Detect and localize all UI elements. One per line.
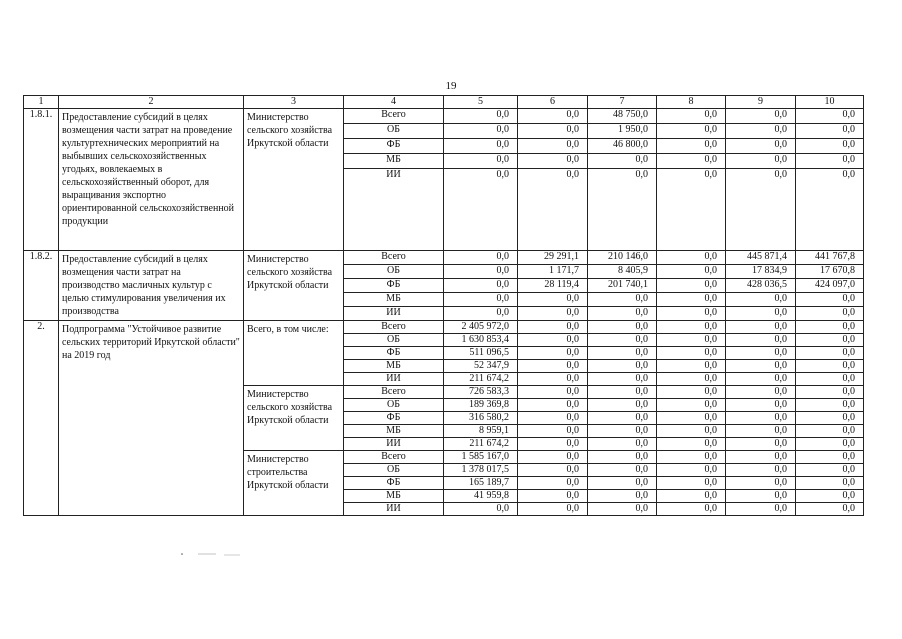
value-cell: 0,0 — [726, 293, 796, 307]
value-cell: 0,0 — [518, 154, 588, 169]
value-cell: 0,0 — [726, 360, 796, 373]
value-cell: 0,0 — [657, 360, 726, 373]
value-cell: 0,0 — [796, 321, 864, 334]
value-cell: 0,0 — [796, 503, 864, 516]
executor-name: Министерство сельского хозяйства Иркутской области — [244, 109, 344, 251]
value-cell: 41 959,8 — [444, 490, 518, 503]
value-cell: 0,0 — [657, 265, 726, 279]
value-cell: 0,0 — [518, 139, 588, 154]
value-cell: 0,0 — [444, 265, 518, 279]
value-cell: 29 291,1 — [518, 251, 588, 265]
value-cell: 0,0 — [796, 451, 864, 464]
value-cell: 0,0 — [518, 347, 588, 360]
column-header: 1 — [24, 96, 59, 109]
funding-source: ФБ — [344, 412, 444, 425]
value-cell: 0,0 — [588, 438, 657, 451]
value-cell: 8 405,9 — [588, 265, 657, 279]
column-header: 8 — [657, 96, 726, 109]
value-cell: 0,0 — [518, 399, 588, 412]
value-cell: 0,0 — [726, 347, 796, 360]
table-row — [24, 321, 864, 334]
funding-source: МБ — [344, 425, 444, 438]
item-number: 1.8.1. — [24, 109, 59, 251]
value-cell: 0,0 — [726, 139, 796, 154]
value-cell: 0,0 — [796, 139, 864, 154]
value-cell: 0,0 — [726, 334, 796, 347]
value-cell: 0,0 — [657, 477, 726, 490]
value-cell: 0,0 — [588, 399, 657, 412]
value-cell: 0,0 — [657, 399, 726, 412]
value-cell: 1 378 017,5 — [444, 464, 518, 477]
value-cell: 0,0 — [657, 109, 726, 124]
value-cell: 0,0 — [518, 307, 588, 321]
item-name: Предоставление субсидий в целях возмещения части затрат на проведение культуртехнических мероприятий на выбывших сельскохозяйственных угодьях, вовлекаемых в сельскохозяйственный оборот, для выращивания экспортно ориентированной сельскохозяйственной продукции — [59, 109, 244, 251]
value-cell: 0,0 — [518, 293, 588, 307]
column-header: 9 — [726, 96, 796, 109]
value-cell: 0,0 — [796, 399, 864, 412]
value-cell: 0,0 — [726, 503, 796, 516]
value-cell: 0,0 — [726, 109, 796, 124]
value-cell: 0,0 — [657, 386, 726, 399]
funding-source: Всего — [344, 321, 444, 334]
executor-name: Всего, в том числе: — [244, 321, 344, 386]
value-cell: 0,0 — [657, 279, 726, 293]
value-cell: 0,0 — [657, 464, 726, 477]
funding-source: ИИ — [344, 307, 444, 321]
value-cell: 0,0 — [796, 109, 864, 124]
value-cell: 211 674,2 — [444, 373, 518, 386]
column-header: 6 — [518, 96, 588, 109]
value-cell: 0,0 — [588, 169, 657, 251]
executor-name: Министерство сельского хозяйства Иркутской области — [244, 251, 344, 321]
value-cell: 0,0 — [796, 307, 864, 321]
value-cell: 0,0 — [726, 412, 796, 425]
value-cell: 511 096,5 — [444, 347, 518, 360]
ink-marks — [180, 550, 240, 558]
value-cell: 0,0 — [588, 293, 657, 307]
executor-name: Министерство сельского хозяйства Иркутской области — [244, 386, 344, 451]
value-cell: 0,0 — [588, 154, 657, 169]
value-cell: 0,0 — [796, 464, 864, 477]
item-number: 2. — [24, 321, 59, 516]
value-cell: 445 871,4 — [726, 251, 796, 265]
value-cell: 0,0 — [588, 451, 657, 464]
funding-source: ИИ — [344, 438, 444, 451]
value-cell: 0,0 — [588, 477, 657, 490]
value-cell: 0,0 — [657, 251, 726, 265]
value-cell: 0,0 — [444, 124, 518, 139]
value-cell: 0,0 — [518, 109, 588, 124]
value-cell: 0,0 — [657, 451, 726, 464]
value-cell: 0,0 — [796, 293, 864, 307]
value-cell: 0,0 — [518, 373, 588, 386]
funding-source: Всего — [344, 109, 444, 124]
value-cell: 46 800,0 — [588, 139, 657, 154]
page-number: 19 — [445, 80, 457, 92]
value-cell: 211 674,2 — [444, 438, 518, 451]
value-cell: 48 750,0 — [588, 109, 657, 124]
value-cell: 0,0 — [657, 373, 726, 386]
value-cell: 0,0 — [726, 373, 796, 386]
value-cell: 0,0 — [444, 503, 518, 516]
column-header: 10 — [796, 96, 864, 109]
value-cell: 0,0 — [588, 386, 657, 399]
value-cell: 0,0 — [796, 360, 864, 373]
value-cell: 0,0 — [518, 360, 588, 373]
value-cell: 0,0 — [726, 477, 796, 490]
value-cell: 1 630 853,4 — [444, 334, 518, 347]
value-cell: 0,0 — [657, 124, 726, 139]
value-cell: 0,0 — [657, 490, 726, 503]
item-number: 1.8.2. — [24, 251, 59, 321]
table-row — [24, 251, 864, 265]
value-cell: 0,0 — [518, 464, 588, 477]
value-cell: 0,0 — [518, 490, 588, 503]
value-cell: 0,0 — [657, 412, 726, 425]
value-cell: 0,0 — [588, 347, 657, 360]
funding-source: ОБ — [344, 334, 444, 347]
budget-table — [23, 95, 864, 516]
value-cell: 0,0 — [726, 438, 796, 451]
value-cell: 210 146,0 — [588, 251, 657, 265]
column-header: 5 — [444, 96, 518, 109]
funding-source: ИИ — [344, 503, 444, 516]
value-cell: 0,0 — [588, 412, 657, 425]
funding-source: Всего — [344, 386, 444, 399]
funding-source: МБ — [344, 490, 444, 503]
value-cell: 0,0 — [796, 490, 864, 503]
item-name: Подпрограмма "Устойчивое развитие сельских территорий Иркутской области" на 2019 год — [59, 321, 244, 516]
column-header: 4 — [344, 96, 444, 109]
value-cell: 0,0 — [444, 307, 518, 321]
value-cell: 0,0 — [796, 169, 864, 251]
value-cell: 0,0 — [518, 503, 588, 516]
funding-source: ИИ — [344, 169, 444, 251]
funding-source: ФБ — [344, 477, 444, 490]
value-cell: 0,0 — [796, 438, 864, 451]
value-cell: 1 171,7 — [518, 265, 588, 279]
value-cell: 0,0 — [518, 169, 588, 251]
column-header: 2 — [59, 96, 244, 109]
funding-source: ФБ — [344, 279, 444, 293]
value-cell: 0,0 — [444, 251, 518, 265]
value-cell: 0,0 — [657, 334, 726, 347]
value-cell: 0,0 — [588, 334, 657, 347]
value-cell: 8 959,1 — [444, 425, 518, 438]
value-cell: 0,0 — [444, 109, 518, 124]
value-cell: 441 767,8 — [796, 251, 864, 265]
value-cell: 17 670,8 — [796, 265, 864, 279]
value-cell: 0,0 — [444, 293, 518, 307]
value-cell: 0,0 — [518, 412, 588, 425]
value-cell: 0,0 — [657, 438, 726, 451]
funding-source: ОБ — [344, 124, 444, 139]
value-cell: 1 585 167,0 — [444, 451, 518, 464]
value-cell: 424 097,0 — [796, 279, 864, 293]
value-cell: 0,0 — [726, 425, 796, 438]
value-cell: 52 347,9 — [444, 360, 518, 373]
value-cell: 0,0 — [518, 425, 588, 438]
value-cell: 0,0 — [726, 399, 796, 412]
value-cell: 0,0 — [444, 139, 518, 154]
value-cell: 0,0 — [796, 425, 864, 438]
value-cell: 0,0 — [796, 334, 864, 347]
funding-source: Всего — [344, 251, 444, 265]
value-cell: 0,0 — [726, 451, 796, 464]
value-cell: 0,0 — [588, 503, 657, 516]
value-cell: 0,0 — [588, 425, 657, 438]
value-cell: 726 583,3 — [444, 386, 518, 399]
value-cell: 0,0 — [588, 321, 657, 334]
value-cell: 0,0 — [657, 169, 726, 251]
value-cell: 0,0 — [518, 386, 588, 399]
value-cell: 0,0 — [726, 169, 796, 251]
value-cell: 428 036,5 — [726, 279, 796, 293]
value-cell: 0,0 — [796, 477, 864, 490]
value-cell: 316 580,2 — [444, 412, 518, 425]
column-header: 3 — [244, 96, 344, 109]
value-cell: 0,0 — [518, 321, 588, 334]
funding-source: ФБ — [344, 139, 444, 154]
value-cell: 0,0 — [588, 373, 657, 386]
value-cell: 189 369,8 — [444, 399, 518, 412]
value-cell: 0,0 — [796, 373, 864, 386]
value-cell: 0,0 — [657, 321, 726, 334]
value-cell: 0,0 — [726, 321, 796, 334]
value-cell: 0,0 — [796, 347, 864, 360]
value-cell: 0,0 — [657, 293, 726, 307]
value-cell: 0,0 — [657, 154, 726, 169]
value-cell: 0,0 — [588, 490, 657, 503]
funding-source: МБ — [344, 293, 444, 307]
value-cell: 0,0 — [796, 124, 864, 139]
value-cell: 0,0 — [518, 334, 588, 347]
value-cell: 0,0 — [726, 124, 796, 139]
value-cell: 0,0 — [444, 169, 518, 251]
value-cell: 0,0 — [657, 503, 726, 516]
value-cell: 0,0 — [796, 386, 864, 399]
column-header: 7 — [588, 96, 657, 109]
funding-source: ИИ — [344, 373, 444, 386]
value-cell: 0,0 — [518, 451, 588, 464]
value-cell: 0,0 — [588, 307, 657, 321]
funding-source: ОБ — [344, 464, 444, 477]
value-cell: 165 189,7 — [444, 477, 518, 490]
value-cell: 0,0 — [657, 347, 726, 360]
value-cell: 0,0 — [518, 438, 588, 451]
header-row — [24, 96, 864, 109]
value-cell: 0,0 — [796, 154, 864, 169]
value-cell: 17 834,9 — [726, 265, 796, 279]
value-cell: 0,0 — [726, 386, 796, 399]
value-cell: 2 405 972,0 — [444, 321, 518, 334]
value-cell: 0,0 — [444, 154, 518, 169]
value-cell: 0,0 — [518, 477, 588, 490]
value-cell: 0,0 — [657, 307, 726, 321]
funding-source: ОБ — [344, 265, 444, 279]
value-cell: 1 950,0 — [588, 124, 657, 139]
value-cell: 0,0 — [726, 490, 796, 503]
funding-source: МБ — [344, 154, 444, 169]
funding-source: Всего — [344, 451, 444, 464]
value-cell: 0,0 — [657, 139, 726, 154]
value-cell: 0,0 — [726, 154, 796, 169]
item-name: Предоставление субсидий в целях возмещения части затрат на производство масличных культур с целью стимулирования увеличения их производства — [59, 251, 244, 321]
value-cell: 0,0 — [657, 425, 726, 438]
table-row — [24, 109, 864, 124]
value-cell: 0,0 — [726, 307, 796, 321]
value-cell: 201 740,1 — [588, 279, 657, 293]
value-cell: 0,0 — [796, 412, 864, 425]
value-cell: 0,0 — [588, 464, 657, 477]
funding-source: ОБ — [344, 399, 444, 412]
executor-name: Министерство строительства Иркутской области — [244, 451, 344, 516]
value-cell: 0,0 — [588, 360, 657, 373]
funding-source: ФБ — [344, 347, 444, 360]
value-cell: 0,0 — [518, 124, 588, 139]
value-cell: 0,0 — [444, 279, 518, 293]
value-cell: 28 119,4 — [518, 279, 588, 293]
funding-source: МБ — [344, 360, 444, 373]
value-cell: 0,0 — [726, 464, 796, 477]
